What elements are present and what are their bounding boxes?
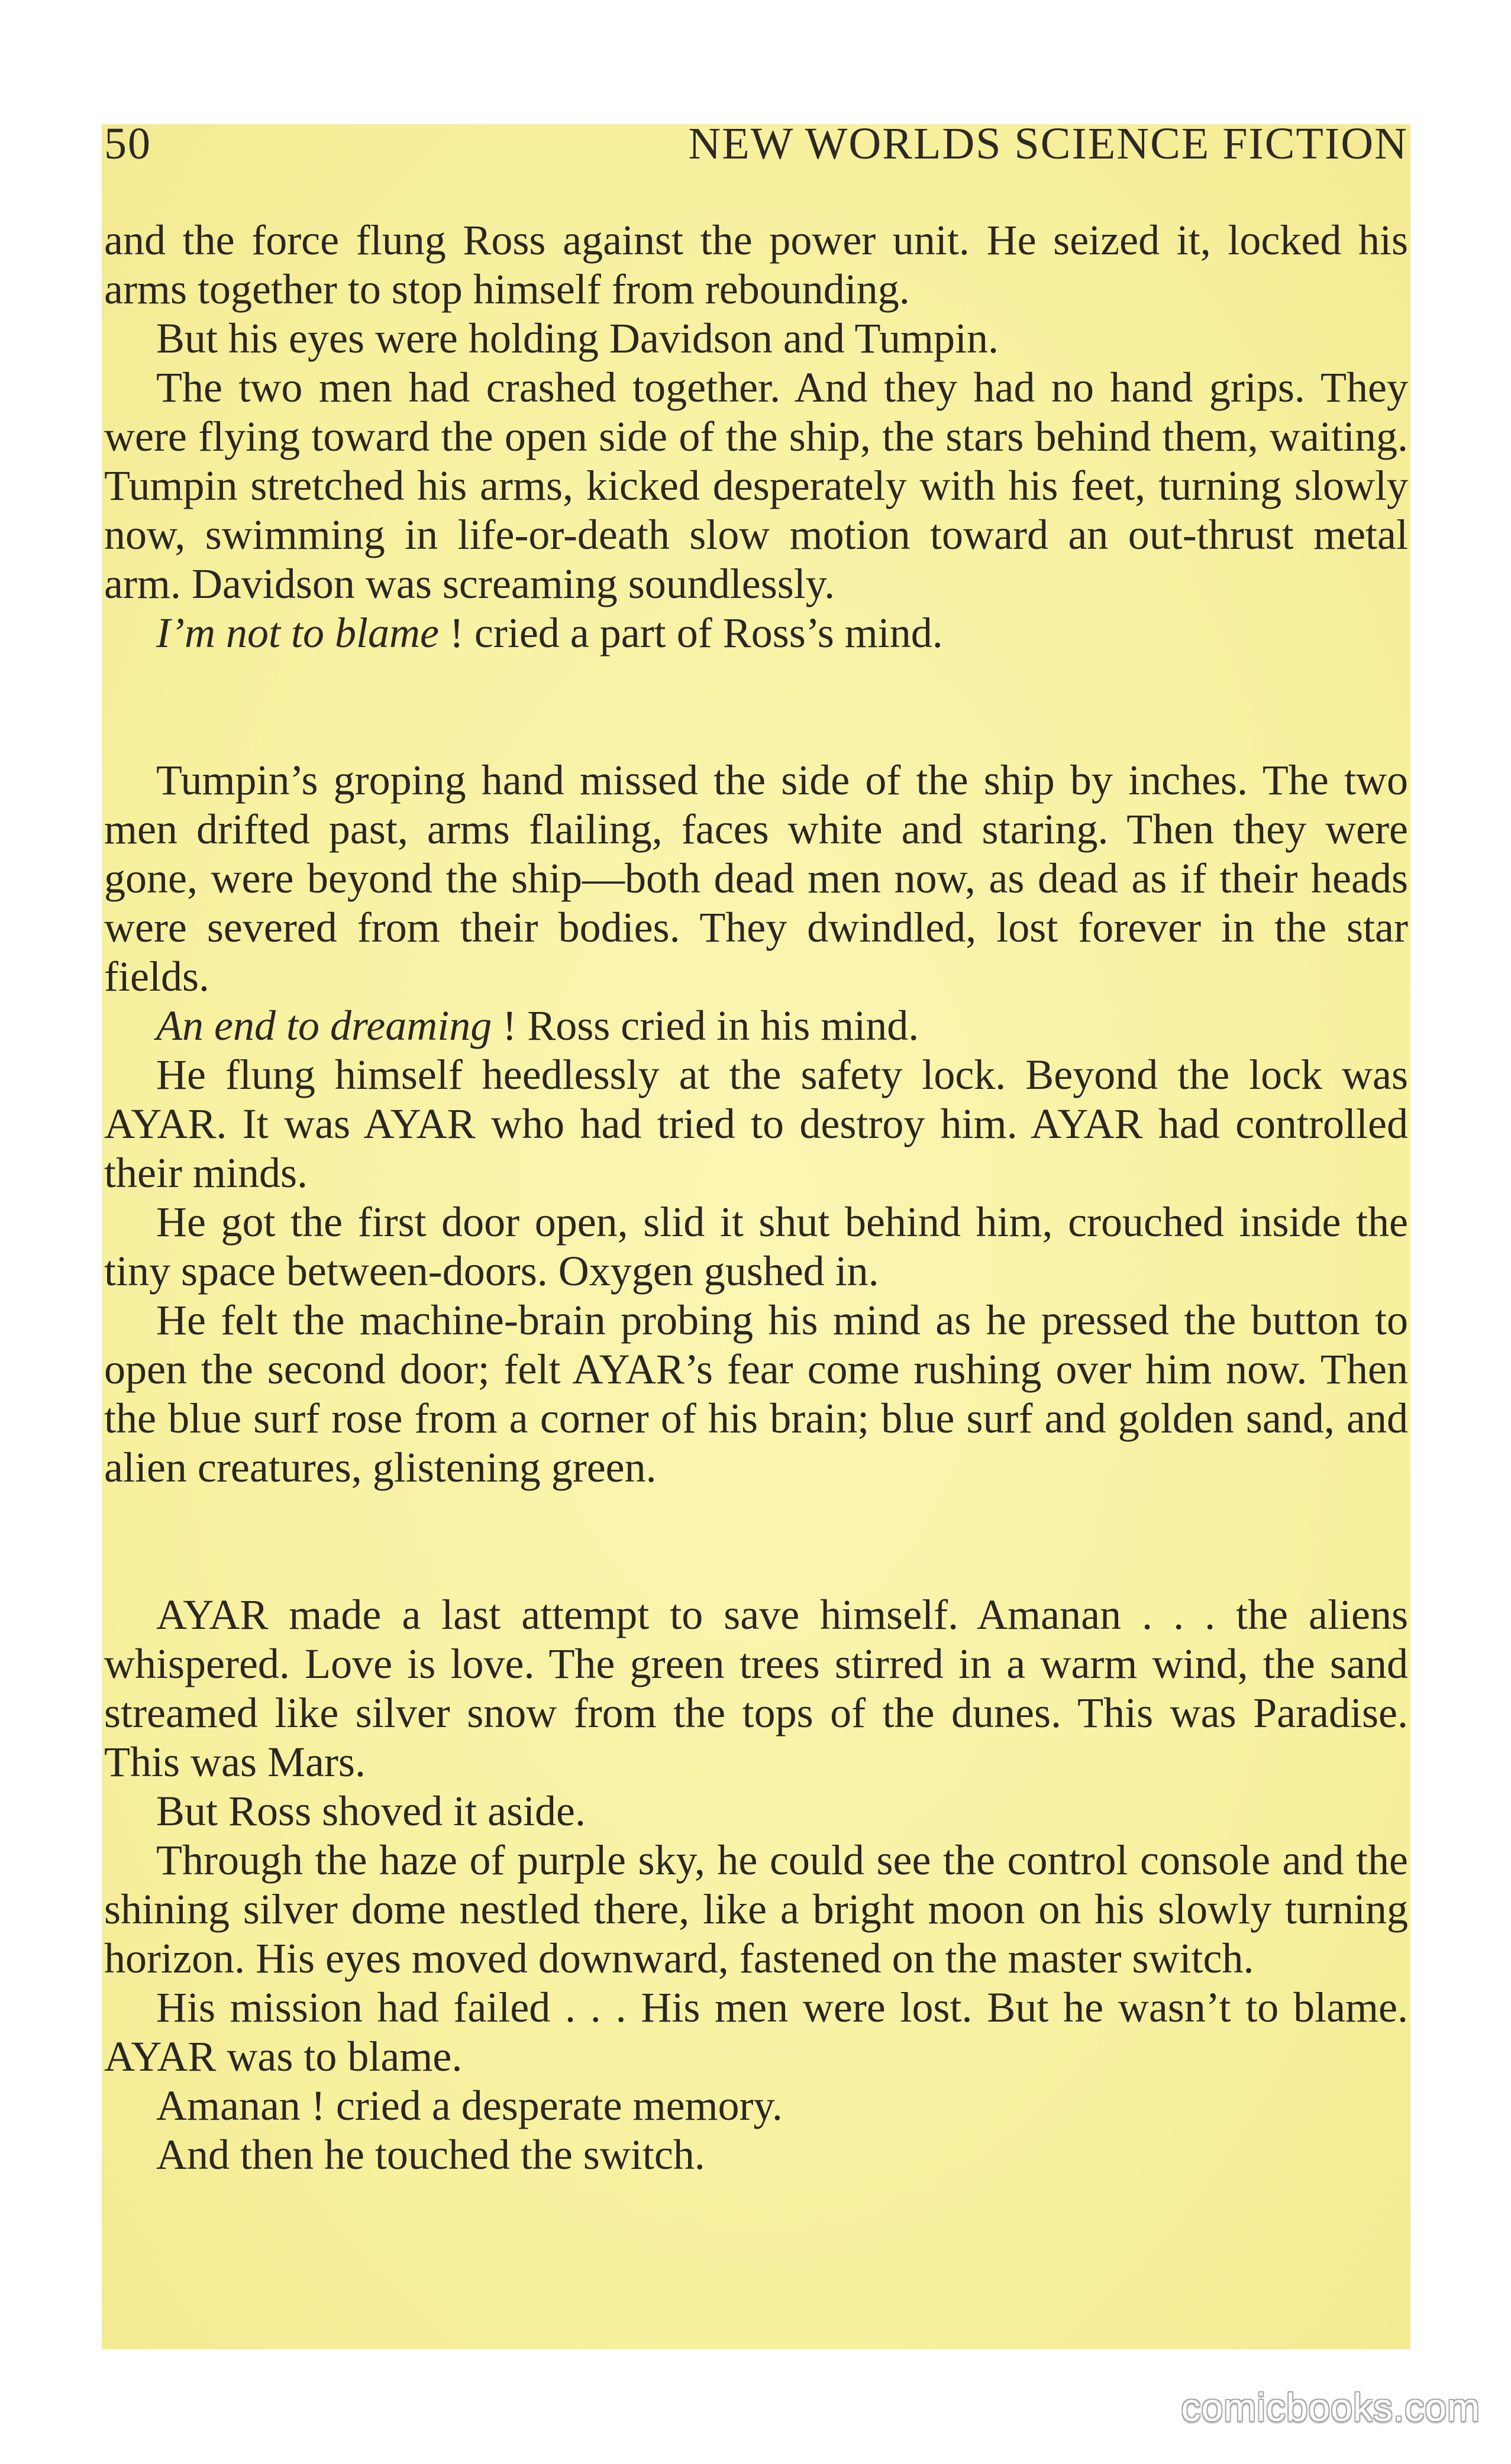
magazine-title: NEW WORLDS SCIENCE FICTION (688, 119, 1408, 169)
paragraph-rest: ! cried a part of Ross’s mind. (438, 609, 943, 657)
paragraph: But his eyes were holding Davidson and Tumpin. (156, 315, 999, 362)
page-number: 50 (104, 119, 151, 169)
watermark: comicbooks.com (1181, 2385, 1480, 2429)
paragraph: AYAR made a last attempt to save himself. Amanan . . . the aliens whispered. Love is love. The green trees stirred in a warm wind, the sand streamed like silver snow from the tops of the dunes. This was Paradise. This was Mars. (104, 1591, 1408, 1786)
paragraph: Tumpin’s groping hand missed the side of the ship by inches. The two men drifted past, arms flailing, faces white and staring. Then they were gone, were beyond the ship—both dead men now, as dead as if their heads were severed from their bodies. They dwindled, lost forever in the star fields. (104, 756, 1408, 1000)
running-header (104, 118, 1408, 183)
paragraph: The two men had crashed together. And they had no hand grips. They were flying toward the open side of the ship, the stars behind them, waiting. Tumpin stretched his arms, kicked desperately with his feet, turning slowly now, swimming in life-or-death slow motion toward an out-thrust metal arm. Davidson was screaming soundlessly. (104, 364, 1408, 607)
story-text (104, 216, 1408, 2180)
paragraph: He felt the machine-brain probing his mind as he pressed the button to open the second door; felt AYAR’s fear come rushing over him now. Then the blue surf rose from a corner of his brain; blue surf and golden sand, and alien creatures, glistening green. (104, 1296, 1408, 1491)
paragraph: And then he touched the switch. (156, 2131, 705, 2178)
paragraph: and the force flung Ross against the power unit. He seized it, locked his arms together to stop himself from rebounding. (104, 216, 1408, 313)
paragraph: He flung himself heedlessly at the safety lock. Beyond the lock was AYAR. It was AYAR who had tried to destroy him. AYAR had controlled their minds. (104, 1051, 1408, 1197)
paragraph: Amanan ! cried a desperate memory. (156, 2082, 783, 2129)
paragraph-rest: ! Ross cried in his mind. (492, 1002, 919, 1049)
paragraph: Through the haze of purple sky, he could see the control console and the shining silver dome nestled there, like a bright moon on his slowly turning horizon. His eyes moved downward, fastened on the master switch. (104, 1836, 1408, 1982)
paragraph (104, 1001, 1408, 1050)
paragraph: His mission had failed . . . His men were lost. But he wasn’t to blame. AYAR was to blame. (104, 1984, 1408, 2080)
italic-thought: I’m not to blame (156, 609, 439, 657)
paragraph (104, 609, 1408, 658)
paragraph: But Ross shoved it aside. (156, 1787, 586, 1835)
italic-thought: An end to dreaming (156, 1002, 492, 1049)
paragraph: He got the first door open, slid it shut behind him, crouched inside the tiny space between-doors. Oxygen gushed in. (104, 1198, 1408, 1295)
